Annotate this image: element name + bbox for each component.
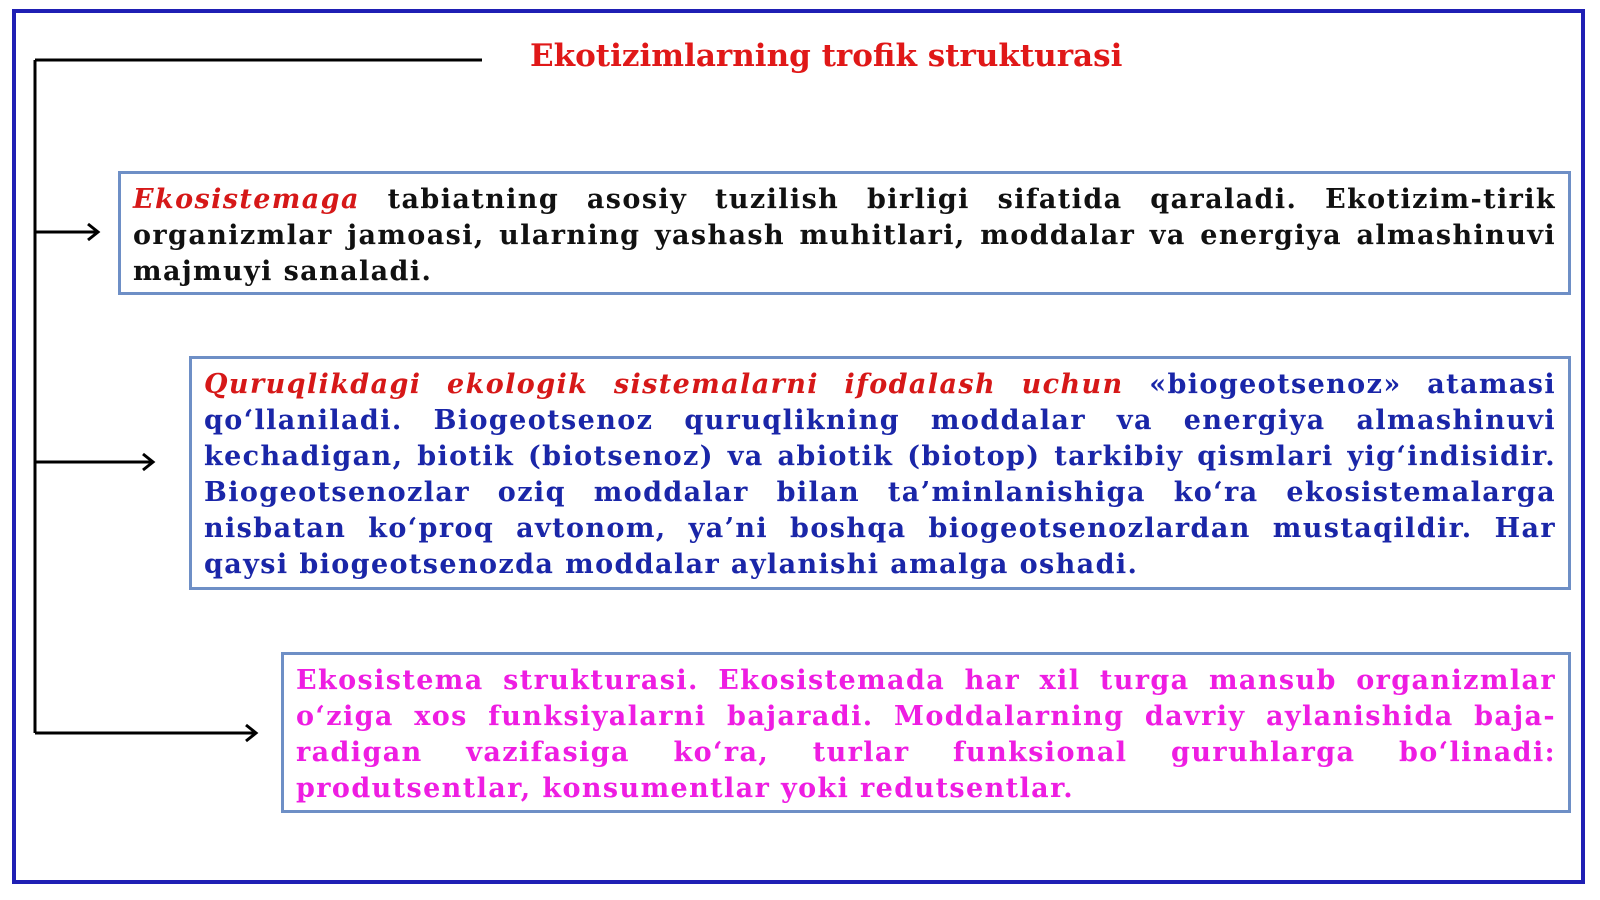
biogeocenosis-body: «biogeotsenoz» atamasi qo‘llaniladi. Biogeotsenoz quruqlikning moddalar va energiya almashinuvi kechadigan, biotik (biotsenoz) va abiotik (biotop) tarkibiy qismlari yig‘indisidir. Biogeotsenozlar oziq moddalar bilan ta’minlanishiga ko‘ra ekosistemalarga nisbatan ko‘proq avtonom, ya’ni boshqa biogeotsenozlardan mustaqildir. Har qaysi biogeotsenozda moddalar aylanishi amalga oshadi. [204,369,1556,580]
ecosystem-structure-text [296,663,1556,807]
ecosystem-definition-body: tabiatning asosiy tuzilish birligi sifatida qaraladi. Ekotizim-tirik organizmlar jamoasi, ularning yashash muhitlari, moddalar va energiya almashinuvi majmuyi sanaladi. [133,184,1556,287]
ecosystem-structure-box [281,652,1571,813]
ecosystem-definition-text [133,182,1556,290]
biogeocenosis-lead: Quruqlikdagi ekologik sistemalarni ifodalash uchun [204,369,1124,400]
slide-title: Ekotizimlarning trofik strukturasi [530,38,1123,74]
biogeocenosis-text [204,367,1556,583]
ecosystem-definition-box [118,171,1571,295]
biogeocenosis-box [189,356,1571,590]
ecosystem-structure-body: Ekosistema strukturasi. Ekosistemada har xil turga mansub organizmlar o‘ziga xos funksiyalarni bajaradi. Moddalarning davriy aylanishida baja- radigan vazifasiga ko‘ra, turlar funksional guruhlarga bo‘linadi: produtsentlar, konsumentlar yoki redutsentlar. [296,665,1556,804]
ecosystem-definition-lead: Ekosistemaga [133,184,360,215]
